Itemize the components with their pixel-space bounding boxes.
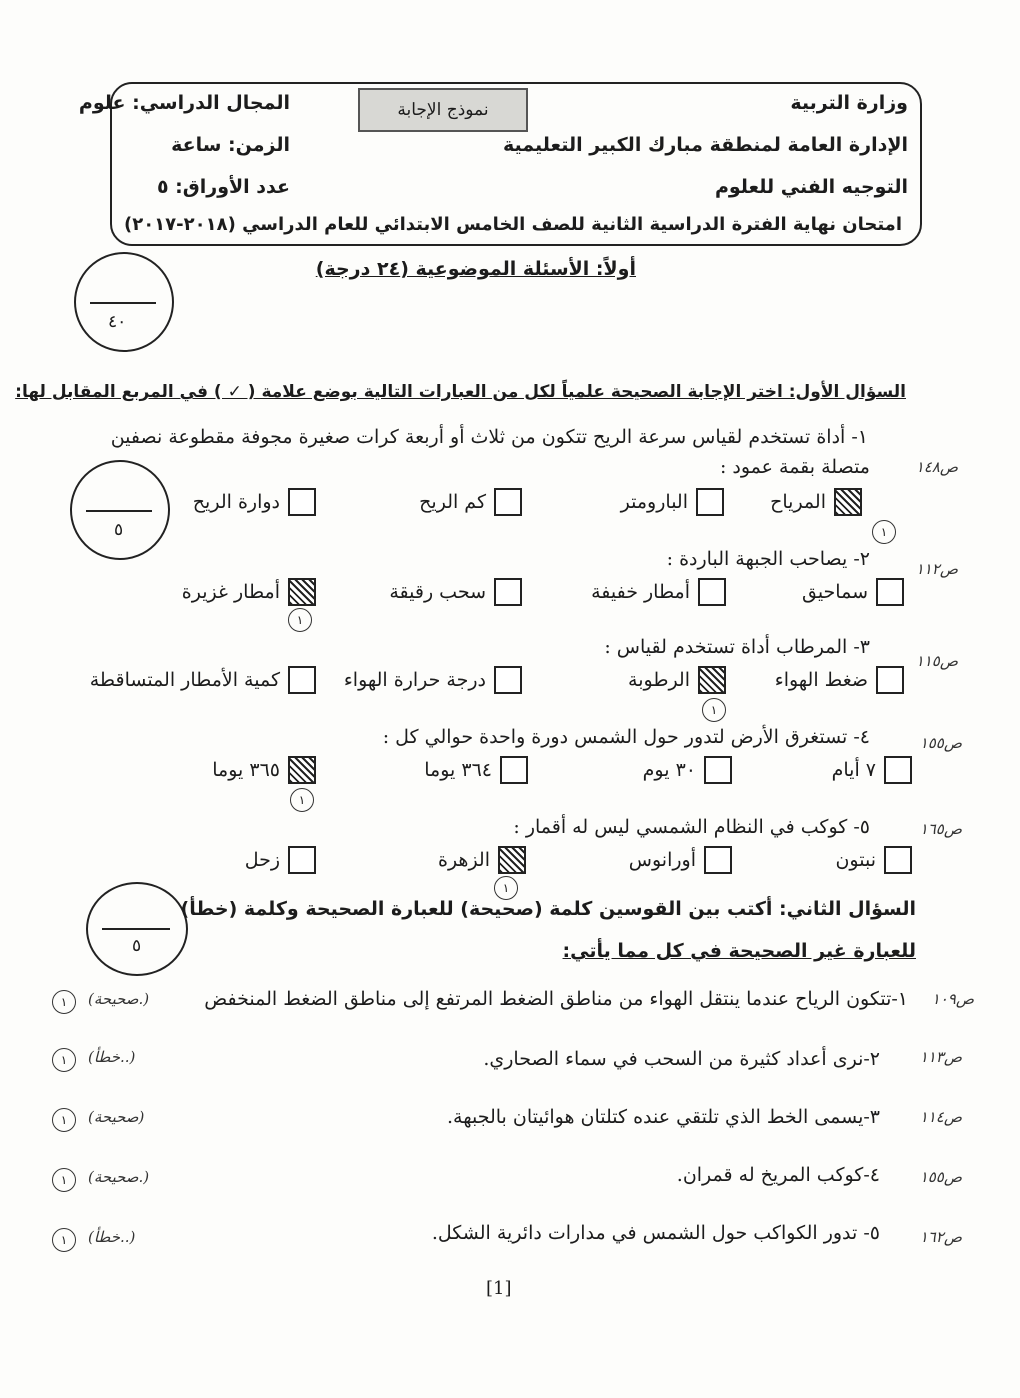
q1-item-2-option-3[interactable] <box>389 578 522 606</box>
total-score-value: ٤٠ <box>108 312 127 332</box>
q2-item-4-mark: ١ <box>52 1168 76 1192</box>
checkbox[interactable] <box>288 578 316 606</box>
total-score-circle <box>74 252 174 352</box>
checkbox[interactable] <box>494 666 522 694</box>
checkbox[interactable] <box>704 846 732 874</box>
q2-item-4-note: ص١٥٥ <box>919 1168 962 1186</box>
option-label: سماحيق <box>801 581 868 603</box>
q1-item-1-option-4[interactable] <box>193 488 316 516</box>
q1-item-1-text-cont: متصلة بقمة عمود : <box>719 456 870 478</box>
q1-item-5-option-4[interactable] <box>245 846 316 874</box>
q1-item-4-mark: ١ <box>290 788 314 812</box>
q1-item-1-option-2[interactable] <box>621 488 724 516</box>
option-label: المرياح <box>770 491 826 513</box>
exam-title: امتحان نهاية الفترة الدراسية الثانية للصف الخامس الابتدائي للعام الدراسي (٢٠١٨-٢٠١٧) <box>123 214 902 235</box>
q1-item-3-mark: ١ <box>702 698 726 722</box>
q2-item-1-answer: (صحيحة.) <box>88 990 150 1008</box>
score-divider <box>102 928 170 930</box>
q1-item-3-option-2[interactable] <box>628 666 726 694</box>
q2-item-3-answer: (صحيحة) <box>88 1108 145 1126</box>
option-label: أورانوس <box>628 849 696 871</box>
q2-item-5-note: ص١٦٢ <box>919 1228 962 1246</box>
ministry-name: وزارة التربية <box>790 92 908 114</box>
checkbox[interactable] <box>698 666 726 694</box>
checkbox[interactable] <box>884 846 912 874</box>
option-label: أمطار غزيرة <box>181 581 280 603</box>
option-label: أمطار خفيفة <box>591 581 690 603</box>
pages-field: عدد الأوراق: ٥ <box>156 176 290 198</box>
option-label: ٧ أيام <box>831 759 876 781</box>
q1-item-5-option-2[interactable] <box>629 846 732 874</box>
q1-item-1-note: ص١٤٨ <box>915 458 958 476</box>
q1-item-1-option-1[interactable] <box>770 488 862 516</box>
q2-item-1-text: ١-تتكون الرياح عندما ينتقل الهواء من مناطق الضغط المرتفع إلى مناطق الضغط المنخفض <box>204 988 908 1010</box>
q2-item-2-note: ص١١٣ <box>919 1048 962 1066</box>
option-label: سحب رقيقة <box>389 581 486 603</box>
option-label: كمية الأمطار المتساقطة <box>89 669 280 691</box>
directorate-name: الإدارة العامة لمنطقة مبارك الكبير التعليمية <box>503 134 908 156</box>
q1-item-1-option-3[interactable] <box>419 488 522 516</box>
q2-item-3-text: ٣-يسمى الخط الذي تلتقي عنده كتلتان هوائيتان بالجبهة. <box>446 1106 880 1128</box>
checkbox[interactable] <box>494 488 522 516</box>
q1-item-4-option-3[interactable] <box>424 756 528 784</box>
q2-item-5-answer: (خطأ..) <box>88 1228 136 1246</box>
option-label: ٣٠ يوم <box>642 759 696 781</box>
question-two-score-value: ٥ <box>132 936 142 956</box>
q1-item-2-option-4[interactable] <box>182 578 316 606</box>
checkbox[interactable] <box>288 756 316 784</box>
q1-item-4-option-4[interactable] <box>212 756 316 784</box>
q2-item-1-mark: ١ <box>52 990 76 1014</box>
q1-item-2-note: ص١١٢ <box>915 560 958 578</box>
q2-item-5-text: ٥- تدور الكواكب حول الشمس في مدارات دائرية الشكل. <box>431 1222 880 1244</box>
part-one-title: أولاً: الأسئلة الموضوعية (٢٤ درجة) <box>315 258 636 280</box>
q1-item-4-option-1[interactable] <box>832 756 912 784</box>
q1-item-4-text: ٤- تستغرق الأرض لتدور حول الشمس دورة واحدة حوالي كل : <box>382 726 870 748</box>
q2-item-2-mark: ١ <box>52 1048 76 1072</box>
q2-item-3-mark: ١ <box>52 1108 76 1132</box>
supervision-name: التوجيه الفني للعلوم <box>714 176 908 198</box>
q1-item-5-option-3[interactable] <box>438 846 526 874</box>
question-two-title: السؤال الثاني: أكتب بين القوسين كلمة (صحيحة) للعبارة الصحيحة وكلمة (خطأ) <box>180 898 916 920</box>
question-one-title: السؤال الأول: اختر الإجابة الصحيحة علمياً لكل من العبارات التالية بوضع علامة ( ✓ ) في المربع المقابل لها: <box>15 382 906 402</box>
checkbox[interactable] <box>698 578 726 606</box>
option-label: ٣٦٥ يوما <box>212 759 280 781</box>
q1-item-5-text: ٥- كوكب في النظام الشمسي ليس له أقمار : <box>513 816 870 838</box>
q2-item-2-text: ٢-نرى أعداد كثيرة من السحب في سماء الصحاري. <box>483 1048 880 1070</box>
q1-item-2-option-1[interactable] <box>802 578 904 606</box>
q1-item-5-note: ص١٦٥ <box>919 820 962 838</box>
checkbox[interactable] <box>288 846 316 874</box>
q2-item-2-answer: (خطأ..) <box>88 1048 136 1066</box>
checkbox[interactable] <box>288 666 316 694</box>
option-label: الزهرة <box>437 849 490 871</box>
checkbox[interactable] <box>876 666 904 694</box>
q1-item-3-text: ٣- المرطاب أداة تستخدم لقياس : <box>604 636 870 658</box>
q1-item-3-option-4[interactable] <box>90 666 316 694</box>
option-label: الرطوبة <box>628 669 690 691</box>
q2-item-4-answer: (صحيحة.) <box>88 1168 150 1186</box>
option-label: كم الريح <box>419 491 486 513</box>
score-divider <box>90 302 156 304</box>
score-divider <box>86 510 152 512</box>
question-one-score-value: ٥ <box>114 520 124 540</box>
subject-field: المجال الدراسي: علوم <box>78 92 290 114</box>
q2-item-3-note: ص١١٤ <box>919 1108 962 1126</box>
question-one-score-circle <box>70 460 170 560</box>
option-label: ضغط الهواء <box>774 669 868 691</box>
checkbox[interactable] <box>498 846 526 874</box>
option-label: زحل <box>244 849 280 871</box>
option-label: درجة حرارة الهواء <box>343 669 486 691</box>
checkbox[interactable] <box>500 756 528 784</box>
q1-item-5-mark: ١ <box>494 876 518 900</box>
option-label: ٣٦٤ يوما <box>424 759 492 781</box>
q1-item-2-text: ٢- يصاحب الجبهة الباردة : <box>666 548 870 570</box>
q2-item-5-mark: ١ <box>52 1228 76 1252</box>
checkbox[interactable] <box>696 488 724 516</box>
question-two-score-circle <box>86 882 188 976</box>
q2-item-1-note: ص١٠٩ <box>931 990 974 1008</box>
q1-item-2-option-2[interactable] <box>591 578 726 606</box>
q1-item-3-note: ص١١٥ <box>915 652 958 670</box>
question-two-title-cont: للعبارة غير الصحيحة في كل مما يأتي: <box>562 940 916 962</box>
option-label: دوارة الريح <box>192 491 280 513</box>
checkbox[interactable] <box>288 488 316 516</box>
checkbox[interactable] <box>494 578 522 606</box>
checkbox[interactable] <box>884 756 912 784</box>
checkbox[interactable] <box>876 578 904 606</box>
time-field: الزمن: ساعة <box>171 134 290 156</box>
option-label: نبتون <box>835 849 876 871</box>
answer-key-stamp: نموذج الإجابة <box>358 88 528 132</box>
q1-item-1-mark: ١ <box>872 520 896 544</box>
q1-item-4-note: ص١٥٥ <box>919 734 962 752</box>
option-label: البارومتر <box>620 491 688 513</box>
q1-item-1-text: ١- أداة تستخدم لقياس سرعة الريح تتكون من ثلاث أو أربعة كرات صغيرة مجوفة مقطوعة نصفين <box>110 426 868 448</box>
q1-item-3-option-1[interactable] <box>775 666 904 694</box>
q1-item-4-option-2[interactable] <box>643 756 732 784</box>
q1-item-2-mark: ١ <box>288 608 312 632</box>
q1-item-3-option-3[interactable] <box>344 666 522 694</box>
q2-item-4-text: ٤-كوكب المريخ له قمران. <box>676 1164 880 1186</box>
checkbox[interactable] <box>834 488 862 516</box>
checkbox[interactable] <box>704 756 732 784</box>
page-number: [1] <box>486 1278 512 1299</box>
q1-item-5-option-1[interactable] <box>835 846 912 874</box>
